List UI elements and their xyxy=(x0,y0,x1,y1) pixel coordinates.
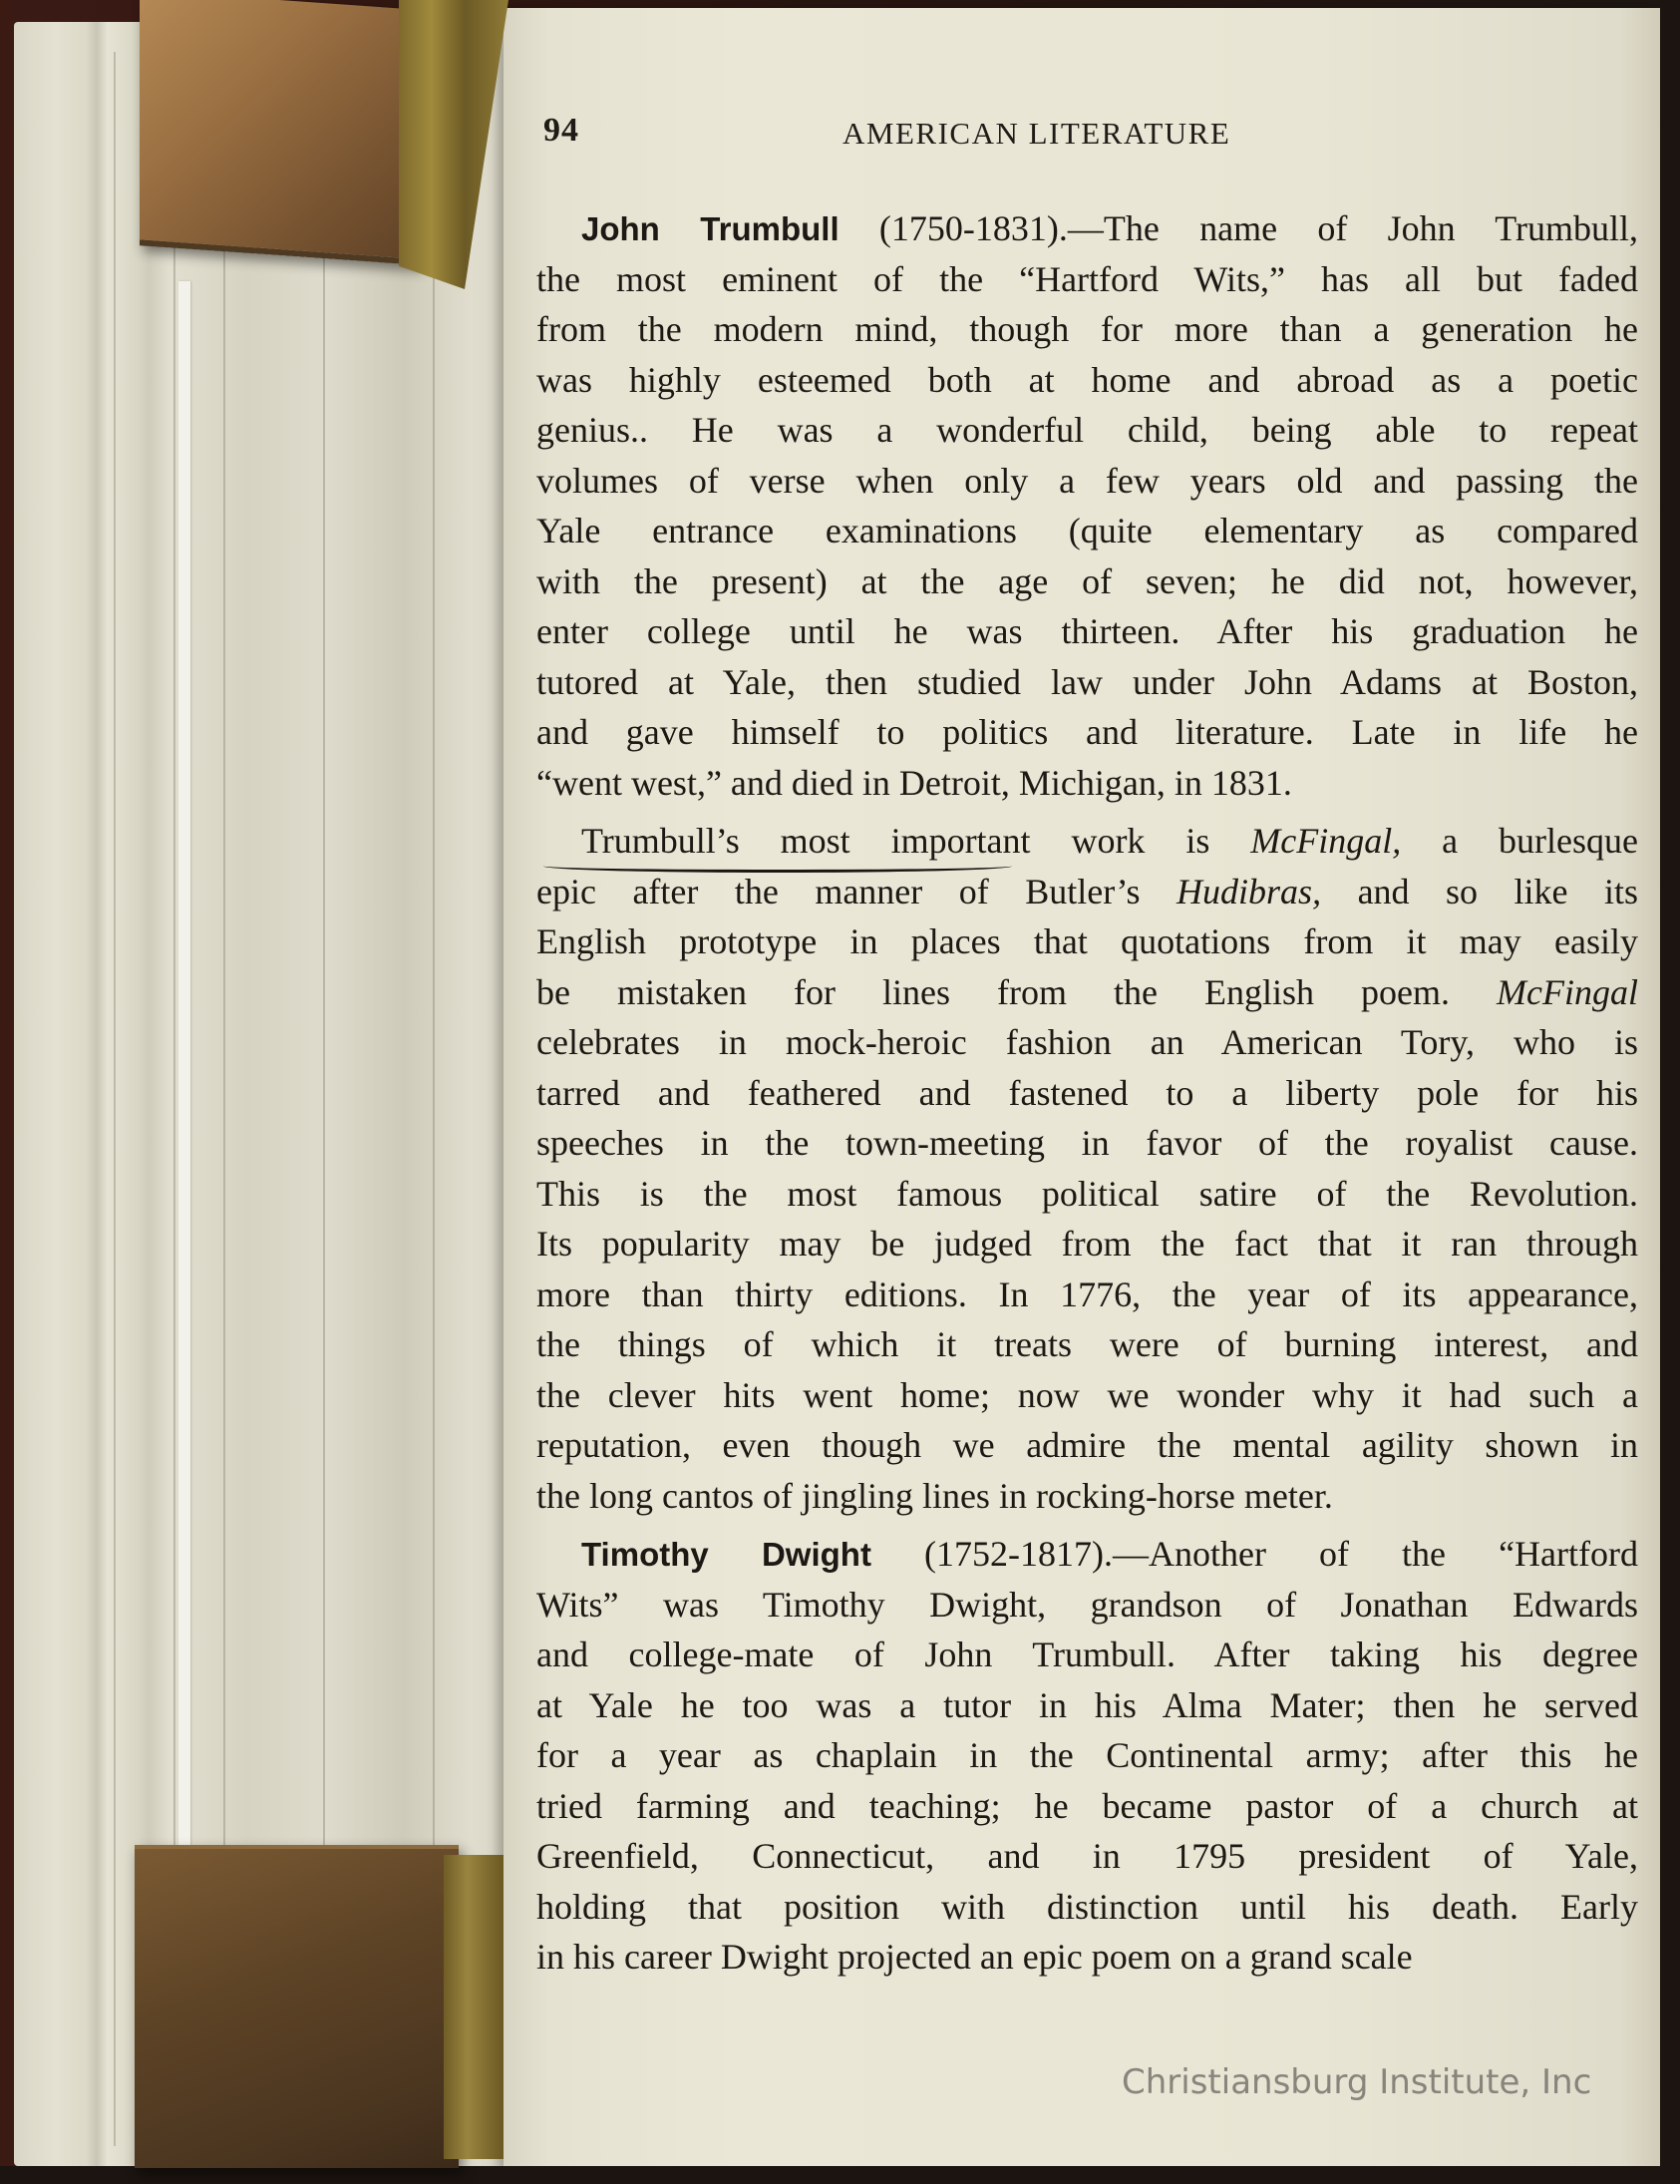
line-text: “went west,” and died in Detroit, Michigan, in 1831. xyxy=(536,762,1292,803)
page-edge-line xyxy=(433,52,435,2146)
italic-title: McFingal, xyxy=(1250,821,1402,861)
line-text: the long cantos of jingling lines in rocking-horse meter. xyxy=(536,1475,1333,1516)
text-line xyxy=(536,1118,1638,1169)
text-line xyxy=(536,203,1638,254)
text-line xyxy=(536,1680,1638,1731)
text-line xyxy=(536,1781,1638,1832)
line-text: English prototype in places that quotations from it may easily xyxy=(536,921,1638,961)
text-line xyxy=(536,916,1638,967)
line-text: Yale entrance examinations (quite elementary as compared xyxy=(536,511,1638,550)
text-line xyxy=(536,1471,1638,1522)
line-text-after: a burlesque xyxy=(1401,821,1638,861)
text-line xyxy=(536,1270,1638,1320)
brass-clip-top xyxy=(140,0,419,265)
text-line xyxy=(536,867,1638,917)
text-line xyxy=(536,1831,1638,1882)
line-text: (1752-1817).—Another of the “Hartford xyxy=(870,1534,1638,1574)
text-line xyxy=(536,1169,1638,1220)
page-header xyxy=(543,112,1640,162)
line-text: genius.. He was a wonderful child, being able to repeat xyxy=(536,410,1638,450)
text-line xyxy=(536,1370,1638,1421)
text-line xyxy=(536,1882,1638,1933)
text-line xyxy=(536,456,1638,507)
text-line xyxy=(536,1420,1638,1471)
line-text: holding that position with distinction until his death. Early xyxy=(536,1886,1638,1927)
text-line xyxy=(536,758,1638,809)
text-line xyxy=(536,657,1638,708)
line-text: (1750-1831).—The name of John Trumbull, xyxy=(839,208,1638,248)
page-edge-line xyxy=(223,52,225,2146)
line-text: reputation, even though we admire the mental agility shown in xyxy=(536,1425,1638,1465)
page-edge-line xyxy=(114,52,116,2146)
page-edge-line xyxy=(323,52,325,2146)
line-text: tutored at Yale, then studied law under John Adams at Boston, xyxy=(536,661,1638,702)
text-line xyxy=(536,707,1638,758)
paragraph xyxy=(536,1529,1638,1983)
line-text-after: and so like its xyxy=(1321,871,1638,911)
pen-underline-mark xyxy=(543,860,1012,873)
line-text: Its popularity may be judged from the fact that it ran through xyxy=(536,1224,1638,1264)
body-text xyxy=(536,203,1638,1983)
text-line xyxy=(536,1932,1638,1983)
line-text: Greenfield, Connecticut, and in 1795 president of Yale, xyxy=(536,1836,1638,1876)
line-text: This is the most famous political satire of the Revolution. xyxy=(536,1173,1638,1214)
line-text: for a year as chaplain in the Continental army; after this he xyxy=(536,1735,1638,1775)
italic-title: McFingal xyxy=(1497,971,1638,1012)
text-line xyxy=(536,1017,1638,1068)
text-line xyxy=(536,1319,1638,1370)
text-line xyxy=(536,304,1638,355)
line-text: at Yale he too was a tutor in his Alma Mater; then he served xyxy=(536,1684,1638,1725)
page-number: 94 xyxy=(543,112,579,149)
bottom-edge-shadow xyxy=(0,2166,1680,2184)
line-text: celebrates in mock-heroic fashion an American Tory, who is xyxy=(536,1022,1638,1062)
line-text: the most eminent of the “Hartford Wits,” has all but faded xyxy=(536,258,1638,299)
text-line xyxy=(536,816,1638,867)
line-text: more than thirty editions. In 1776, the year of its appearance, xyxy=(536,1274,1638,1314)
line-text: Trumbull’s most important work is xyxy=(581,821,1251,861)
italic-title: Hudibras, xyxy=(1176,871,1322,911)
paragraph xyxy=(536,203,1638,808)
text-line xyxy=(536,606,1638,657)
line-text: the things of which it treats were of burning interest, and xyxy=(536,1324,1638,1364)
line-text: epic after the manner of Butler’s xyxy=(536,871,1177,911)
text-line xyxy=(536,1630,1638,1680)
text-line xyxy=(536,1580,1638,1631)
text-line xyxy=(536,355,1638,406)
paragraph-gap xyxy=(536,808,1638,816)
page-edge-line xyxy=(173,52,175,2146)
section-heading: John Trumbull xyxy=(581,210,840,247)
line-text: from the modern mind, though for more than a generation he xyxy=(536,309,1638,349)
running-head: AMERICAN LITERATURE xyxy=(842,116,1231,151)
line-text: speeches in the town-meeting in favor of the royalist cause. xyxy=(536,1123,1638,1163)
line-text: with the present) at the age of seven; he did not, however, xyxy=(536,560,1638,601)
text-line xyxy=(536,967,1638,1018)
line-text: and college-mate of John Trumbull. After taking his degree xyxy=(536,1635,1638,1674)
right-edge-shadow xyxy=(1660,0,1680,2184)
line-text: enter college until he was thirteen. After his graduation he xyxy=(536,611,1638,651)
text-line xyxy=(536,254,1638,305)
line-text: the clever hits went home; now we wonder why it had such a xyxy=(536,1374,1638,1415)
section-heading: Timothy Dwight xyxy=(581,1536,871,1573)
text-line xyxy=(536,405,1638,456)
line-text: in his career Dwight projected an epic poem on a grand scale xyxy=(536,1937,1413,1977)
text-line xyxy=(536,506,1638,556)
brass-clip-bottom xyxy=(135,1845,459,2168)
paragraph-gap xyxy=(536,1521,1638,1529)
text-line xyxy=(536,1068,1638,1119)
text-line xyxy=(536,556,1638,607)
line-text: and gave himself to politics and literature. Late in life he xyxy=(536,712,1638,752)
line-text: tried farming and teaching; he became pastor of a church at xyxy=(536,1785,1638,1826)
watermark: Christiansburg Institute, Inc xyxy=(1122,2062,1592,2102)
text-line xyxy=(536,1730,1638,1781)
line-text: be mistaken for lines from the English poem. xyxy=(536,971,1498,1012)
line-text: was highly esteemed both at home and abroad as a poetic xyxy=(536,359,1638,400)
line-text: tarred and feathered and fastened to a liberty pole for his xyxy=(536,1072,1638,1113)
page-edge-highlight xyxy=(178,281,190,1857)
text-line xyxy=(536,1219,1638,1270)
line-text: Wits” was Timothy Dwight, grandson of Jonathan Edwards xyxy=(536,1584,1638,1625)
line-text: volumes of verse when only a few years old and passing the xyxy=(536,460,1638,501)
brass-clip-bottom-side xyxy=(444,1855,504,2159)
text-line xyxy=(536,1529,1638,1580)
paragraph xyxy=(536,816,1638,1521)
